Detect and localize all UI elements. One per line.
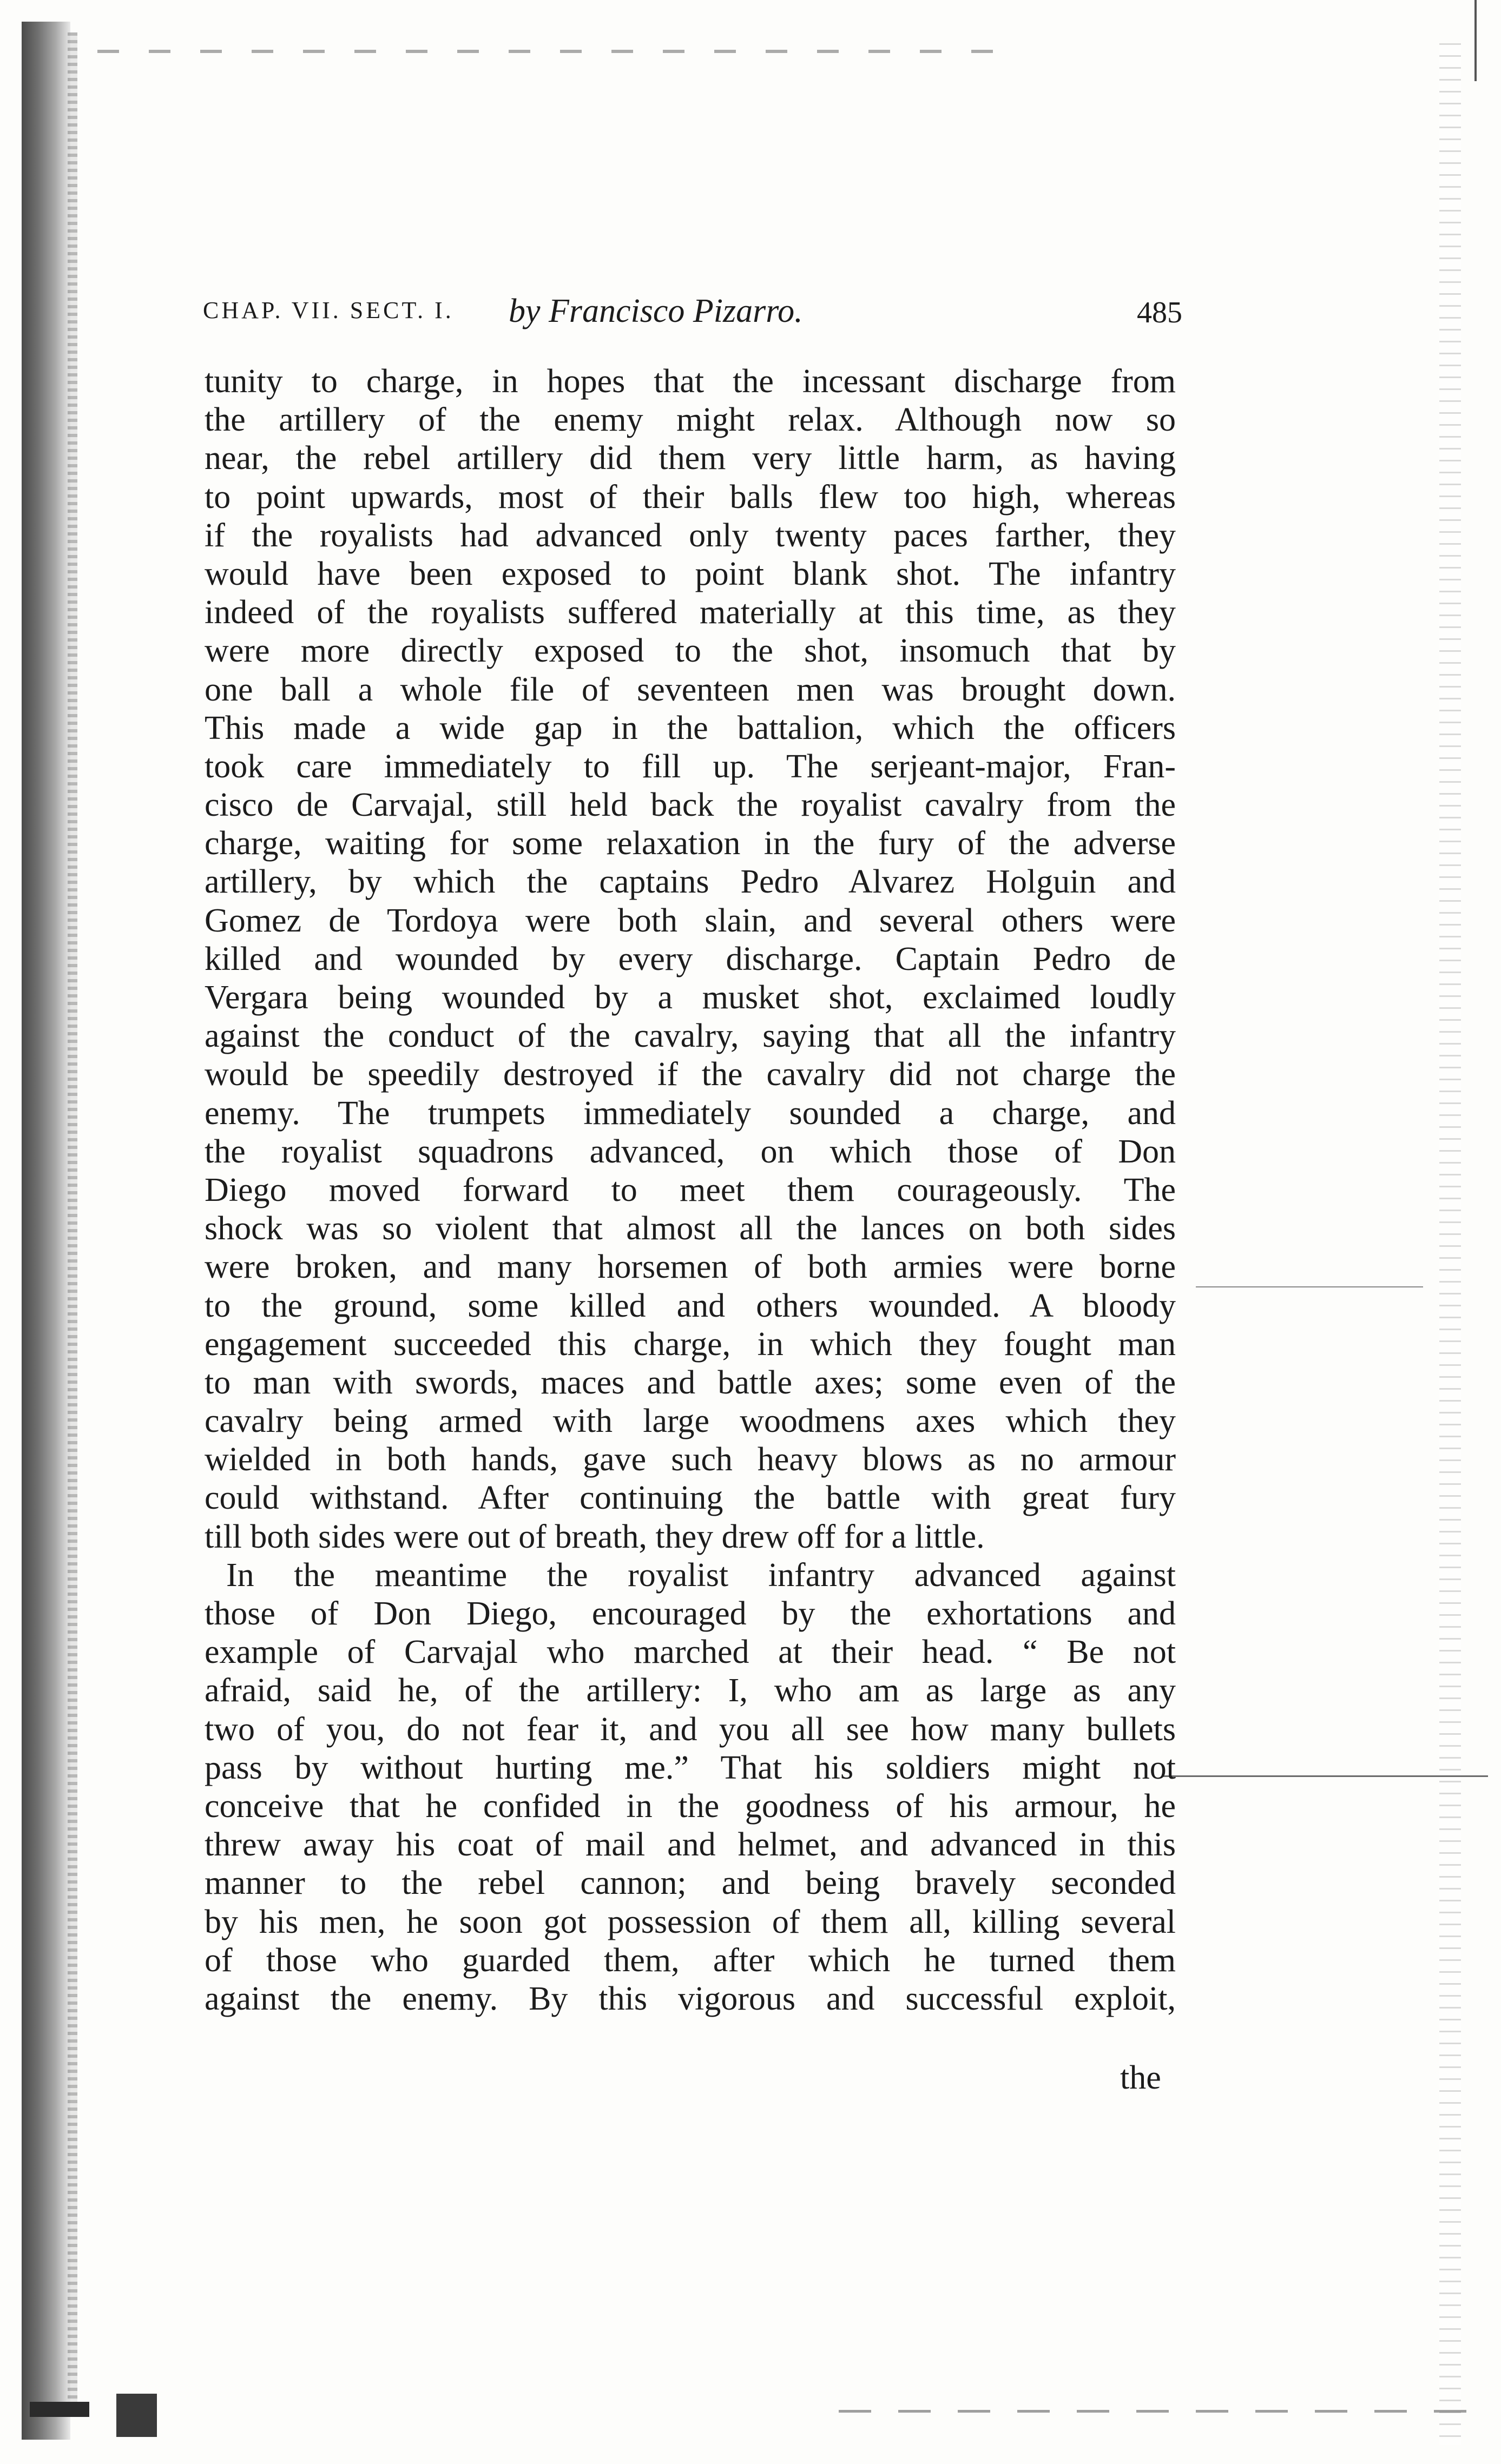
text-line: tunity to charge, in hopes that the incessant discharge from: [205, 363, 1176, 400]
text-line: could withstand. After continuing the battle with great fury: [205, 1479, 1176, 1517]
binding-strip: [68, 32, 77, 2413]
scan-artifact-top: [97, 50, 1017, 53]
running-head: [203, 292, 1182, 335]
text-line: were more directly exposed to the shot, insomuch that by: [205, 632, 1176, 670]
text-line: one ball a whole file of seventeen men was brought down.: [205, 671, 1176, 708]
text-line: to man with swords, maces and battle axes; some even of the: [205, 1364, 1176, 1401]
text-line: two of you, do not fear it, and you all see how many bullets: [205, 1710, 1176, 1748]
text-line: were broken, and many horsemen of both armies were borne: [205, 1248, 1176, 1286]
text-line: enemy. The trumpets immediately sounded a charge, and: [205, 1094, 1176, 1132]
catchword: the: [1120, 2059, 1161, 2096]
text-line: to point upwards, most of their balls flew too high, whereas: [205, 478, 1176, 516]
text-line: killed and wounded by every discharge. Captain Pedro de: [205, 940, 1176, 977]
text-line: charge, waiting for some relaxation in the fury of the adverse: [205, 825, 1176, 862]
scan-rule: [1196, 1286, 1423, 1287]
text-line: engagement succeeded this charge, in which they fought man: [205, 1325, 1176, 1363]
scan-mark: [116, 2394, 157, 2437]
text-line: example of Carvajal who marched at their head. “ Be not: [205, 1634, 1176, 1671]
fore-edge-line: [1474, 0, 1477, 81]
text-line: the artillery of the enemy might relax. Although now so: [205, 401, 1176, 439]
text-line: to the ground, some killed and others wounded. A bloody: [205, 1287, 1176, 1324]
chapter-section-label: CHAP. VII. SECT. I.: [203, 297, 454, 323]
text-line: cavalry being armed with large woodmens axes which they: [205, 1403, 1176, 1440]
text-line: Diego moved forward to meet them courageously. The: [205, 1171, 1176, 1208]
text-line: In the meantime the royalist infantry advanced against: [226, 1556, 1176, 1594]
body-text: [205, 362, 1176, 2018]
text-line: of those who guarded them, after which he turned them: [205, 1941, 1176, 1979]
running-title: by Francisco Pizarro.: [509, 293, 803, 329]
text-line: wielded in both hands, gave such heavy blows as no armour: [205, 1441, 1176, 1478]
text-line: against the conduct of the cavalry, saying that all the infantry: [205, 1018, 1176, 1055]
scan-mark: [30, 2402, 89, 2417]
text-line: threw away his coat of mail and helmet, and advanced in this: [205, 1826, 1176, 1864]
text-line: manner to the rebel cannon; and being bravely seconded: [205, 1865, 1176, 1902]
text-line: afraid, said he, of the artillery: I, who am as large as any: [205, 1672, 1176, 1709]
scan-artifact-bottom: [839, 2410, 1477, 2413]
text-line: Vergara being wounded by a musket shot, exclaimed loudly: [205, 979, 1176, 1016]
text-line: artillery, by which the captains Pedro Alvarez Holguin and: [205, 863, 1176, 901]
text-line: against the enemy. By this vigorous and successful exploit,: [205, 1980, 1176, 2017]
scan-rule: [1163, 1775, 1488, 1777]
text-line: conceive that he confided in the goodness of his armour, he: [205, 1787, 1176, 1825]
text-line: indeed of the royalists suffered materially at this time, as they: [205, 594, 1176, 631]
text-line: pass by without hurting me.” That his soldiers might not: [205, 1749, 1176, 1786]
text-line: near, the rebel artillery did them very little harm, as having: [205, 440, 1176, 477]
text-line: Gomez de Tordoya were both slain, and several others were: [205, 902, 1176, 939]
text-line: those of Don Diego, encouraged by the exhortations and: [205, 1595, 1176, 1632]
binding-edge: [22, 22, 70, 2440]
text-line: if the royalists had advanced only twenty paces farther, they: [205, 517, 1176, 554]
text-line: took care immediately to fill up. The serjeant-major, Fran-: [205, 748, 1176, 785]
text-line: till both sides were out of breath, they drew off for a little.: [205, 1518, 985, 1555]
fore-edge: [1439, 43, 1461, 2445]
page-number: 485: [1137, 296, 1182, 329]
text-line: cisco de Carvajal, still held back the royalist cavalry from the: [205, 787, 1176, 824]
text-line: would have been exposed to point blank shot. The infantry: [205, 555, 1176, 592]
text-line: This made a wide gap in the battalion, which the officers: [205, 709, 1176, 747]
text-line: would be speedily destroyed if the cavalry did not charge the: [205, 1056, 1176, 1093]
text-line: shock was so violent that almost all the lances on both sides: [205, 1210, 1176, 1247]
text-line: the royalist squadrons advanced, on which those of Don: [205, 1133, 1176, 1170]
text-line: by his men, he soon got possession of them all, killing several: [205, 1903, 1176, 1940]
